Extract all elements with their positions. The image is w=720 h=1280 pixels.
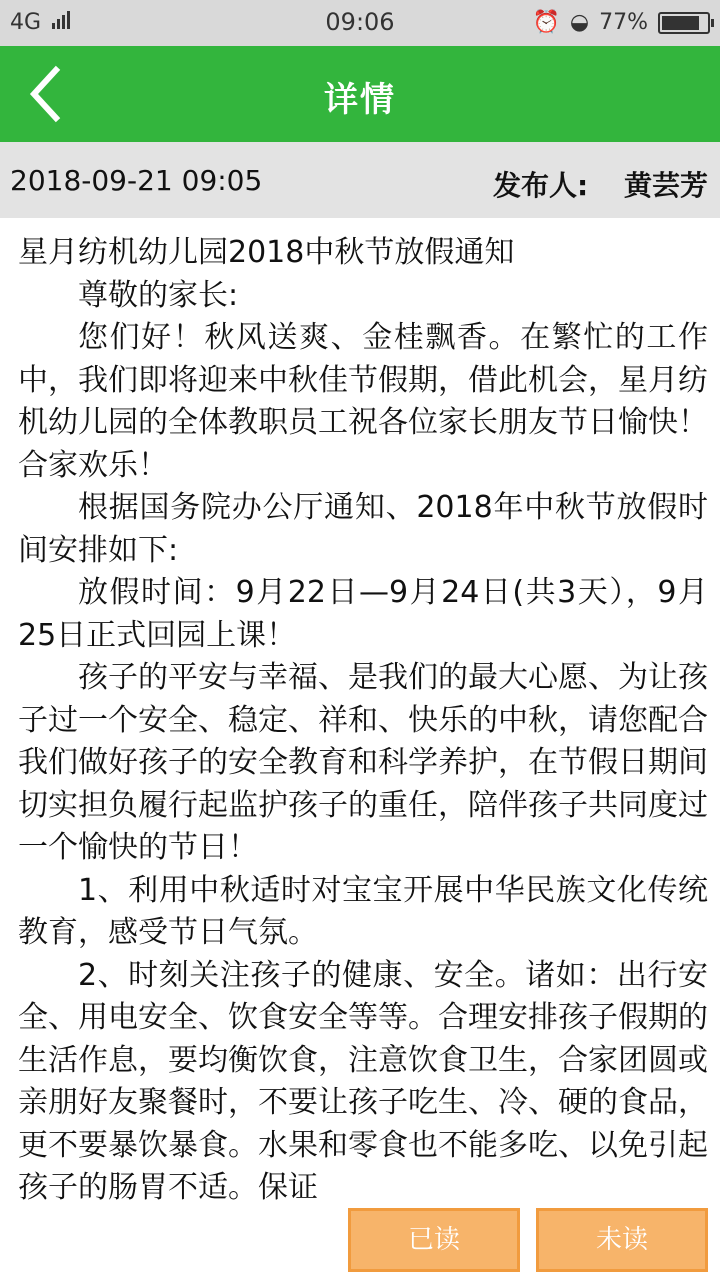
article-title: 星月纺机幼儿园2018中秋节放假通知	[18, 235, 515, 270]
publisher	[493, 164, 708, 204]
app-header	[0, 46, 720, 142]
publisher-label: 发布人:	[493, 169, 589, 202]
article-paragraph: 尊敬的家长:	[78, 277, 239, 313]
read-button[interactable]: 已读	[348, 1208, 520, 1272]
clock: 09:06	[325, 8, 395, 36]
article-paragraph: 孩子的平安与幸福、是我们的最大心愿、为让孩子过一个安全、稳定、祥和、快乐的中秋，请您配合我们做好孩子的安全教育和科学养护，在节假日期间切实担负履行起监护孩子的重任，陪伴孩子共同度过一个愉快的节日！	[18, 660, 708, 865]
article-paragraph: 1、利用中秋适时对宝宝开展中华民族文化传统教育，感受节日气氛。	[18, 872, 708, 950]
status-bar	[0, 0, 720, 46]
publish-date: 2018-09-21 09:05	[10, 164, 263, 197]
article-paragraph: 您们好！秋风送爽、金桂飘香。在繁忙的工作中，我们即将迎来中秋佳节假期，借此机会，星月纺机幼儿园的全体教职员工祝各位家长朋友节日愉快！合家欢乐！	[18, 320, 708, 483]
article-paragraph: 放假时间：9月22日—9月24日(共3天），9月25日正式回园上课！	[18, 575, 708, 653]
page-title: 详情	[324, 80, 396, 120]
article-content[interactable]	[18, 232, 708, 1212]
article-paragraph: 2、时刻关注孩子的健康、安全。诸如：出行安全、用电安全、饮食安全等等。合理安排孩子假期的生活作息，要均衡饮食，注意饮食卫生，合家团圆或亲朋好友聚餐时，不要让孩子吃生、冷、硬的食品，更不要暴饮暴食。水果和零食也不能多吃、以免引起孩子的肠胃不适。保证	[18, 957, 708, 1205]
status-icons	[532, 10, 710, 35]
alarm-icon: ⏰	[532, 10, 560, 35]
network-type: 4G	[10, 10, 42, 35]
wifi-icon: ◒	[569, 10, 590, 35]
article-paragraph: 根据国务院办公厅通知、2018年中秋节放假时间安排如下:	[18, 490, 708, 568]
unread-button[interactable]: 未读	[536, 1208, 708, 1272]
battery-icon	[658, 12, 710, 34]
publisher-name: 黄芸芳	[623, 169, 708, 202]
battery-percent: 77%	[599, 10, 648, 35]
meta-bar	[0, 142, 720, 218]
